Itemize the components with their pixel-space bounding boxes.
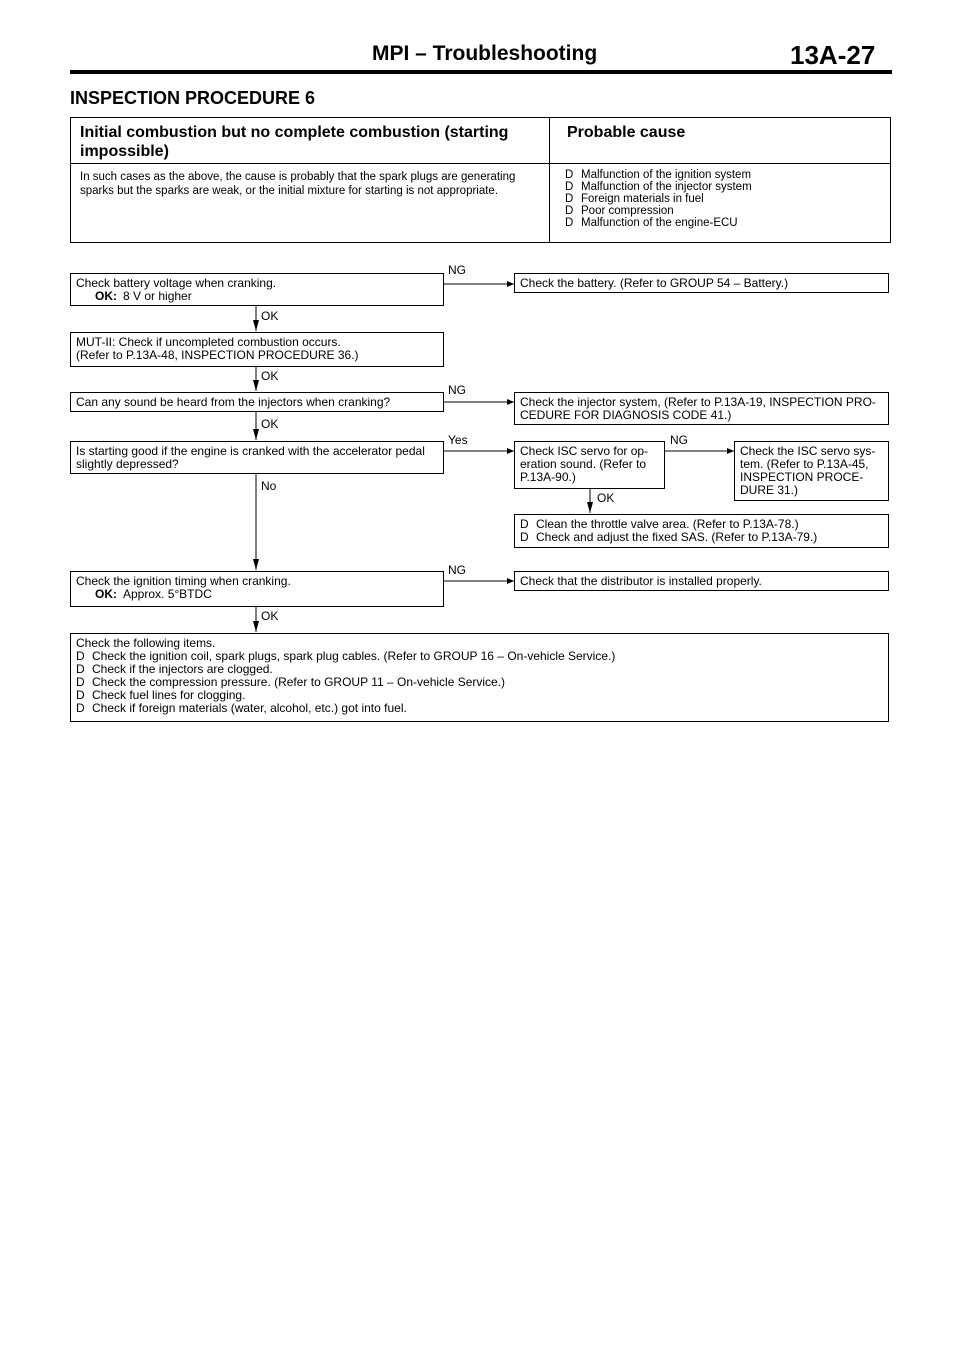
condition-heading: Initial combustion but no complete combustion (starting impossible): [80, 124, 509, 160]
condition-description: In such cases as the above, the cause is probably that the spark plugs are generating sparks but the sparks are weak, or the initial mixture for starting is not appropriate.: [80, 171, 516, 197]
yes-label: Yes: [448, 433, 468, 447]
list-item: D Check if the injectors are clogged.: [76, 662, 273, 676]
procedure-title: INSPECTION PROCEDURE 6: [70, 88, 316, 108]
bullet-icon: D: [76, 662, 85, 676]
arrow-down-icon: [253, 621, 259, 632]
cause-item: D Malfunction of the engine-ECU: [565, 217, 738, 229]
action-check-injector-system: Check the injector system, (Refer to P.13A-19, INSPECTION PRO-CEDURE FOR DIAGNOSIS CODE 41.): [514, 392, 889, 425]
arrow-down-icon: [253, 559, 259, 570]
bullet-icon: D: [565, 205, 574, 217]
ok-label: OK: [261, 369, 279, 383]
probable-cause-heading: Probable cause: [567, 124, 686, 141]
cause-item: D Malfunction of the ignition system: [565, 169, 752, 181]
step-ignition-timing: Check the ignition timing when cranking. OK: Approx. 5°BTDC: [70, 571, 444, 607]
bullet-icon: D: [565, 193, 574, 205]
action-check-distributor: Check that the distributor is installed properly.: [514, 571, 889, 591]
cause-item: D Foreign materials in fuel: [565, 193, 704, 205]
list-item: D Check the ignition coil, spark plugs, spark plug cables. (Refer to GROUP 16 – On-vehicle Service.): [76, 649, 616, 663]
arrow-down-icon: [253, 429, 259, 440]
list-item: D Check fuel lines for clogging.: [76, 688, 246, 702]
arrow-down-icon: [253, 380, 259, 391]
action-check-isc-servo: Check ISC servo for op-eration sound. (Refer to P.13A-90.): [514, 441, 665, 489]
page-number: 13A-27: [790, 40, 876, 70]
bullet-icon: D: [76, 701, 85, 715]
list-item: D Check if foreign materials (water, alcohol, etc.) got into fuel.: [76, 701, 407, 715]
ok-label: OK: [261, 609, 279, 623]
final-checks: Check the following items. D Check the ignition coil, spark plugs, spark plug cables. (Refer to GROUP 16 – On-vehicle Service.) D Check if the injectors are clogged. D Check the compression pressure. (Refer to GROUP 11 – On-vehicle Service.) D Check fuel lines for clogging. D Check if foreign materials (water, alcohol, etc.) got into fuel.: [70, 633, 889, 722]
ok-label: OK: [261, 309, 279, 323]
bullet-icon: D: [520, 530, 529, 544]
ok-label: OK: [597, 491, 615, 505]
step-battery-voltage: Check battery voltage when cranking. OK: 8 V or higher: [70, 273, 444, 306]
arrow-down-icon: [587, 502, 593, 513]
ng-label: NG: [448, 563, 466, 577]
step-mut-combustion: MUT-II: Check if uncompleted combustion occurs. (Refer to P.13A-48, INSPECTION PROCEDURE 36.): [70, 332, 444, 367]
page-header-title: MPI – Troubleshooting: [372, 42, 598, 65]
action-check-battery: Check the battery. (Refer to GROUP 54 – Battery.): [514, 273, 889, 293]
arrow-down-icon: [253, 320, 259, 331]
ng-label: NG: [670, 433, 688, 447]
step-injector-sound: Can any sound be heard from the injectors when cranking?: [70, 392, 444, 412]
bullet-icon: D: [76, 649, 85, 663]
list-item: D Check the compression pressure. (Refer to GROUP 11 – On-vehicle Service.): [76, 675, 506, 689]
bullet-icon: D: [520, 517, 529, 531]
bullet-icon: D: [565, 217, 574, 229]
bullet-icon: D: [565, 169, 574, 181]
cause-item: D Malfunction of the injector system: [565, 181, 752, 193]
action-clean-throttle: D Clean the throttle valve area. (Refer to P.13A-78.) D Check and adjust the fixed SAS. (Refer to P.13A-79.): [514, 514, 889, 548]
bullet-icon: D: [76, 675, 85, 689]
action-check-isc-system: Check the ISC servo sys-tem. (Refer to P.13A-45, INSPECTION PROCE-DURE 31.): [734, 441, 889, 501]
ok-label: OK: [261, 417, 279, 431]
step-accelerator-start: Is starting good if the engine is cranked with the accelerator pedal slightly depressed?: [70, 441, 444, 474]
bullet-icon: D: [565, 181, 574, 193]
ng-label: NG: [448, 263, 466, 277]
cause-item: D Poor compression: [565, 205, 674, 217]
no-label: No: [261, 479, 277, 493]
bullet-icon: D: [76, 688, 85, 702]
ng-label: NG: [448, 383, 466, 397]
